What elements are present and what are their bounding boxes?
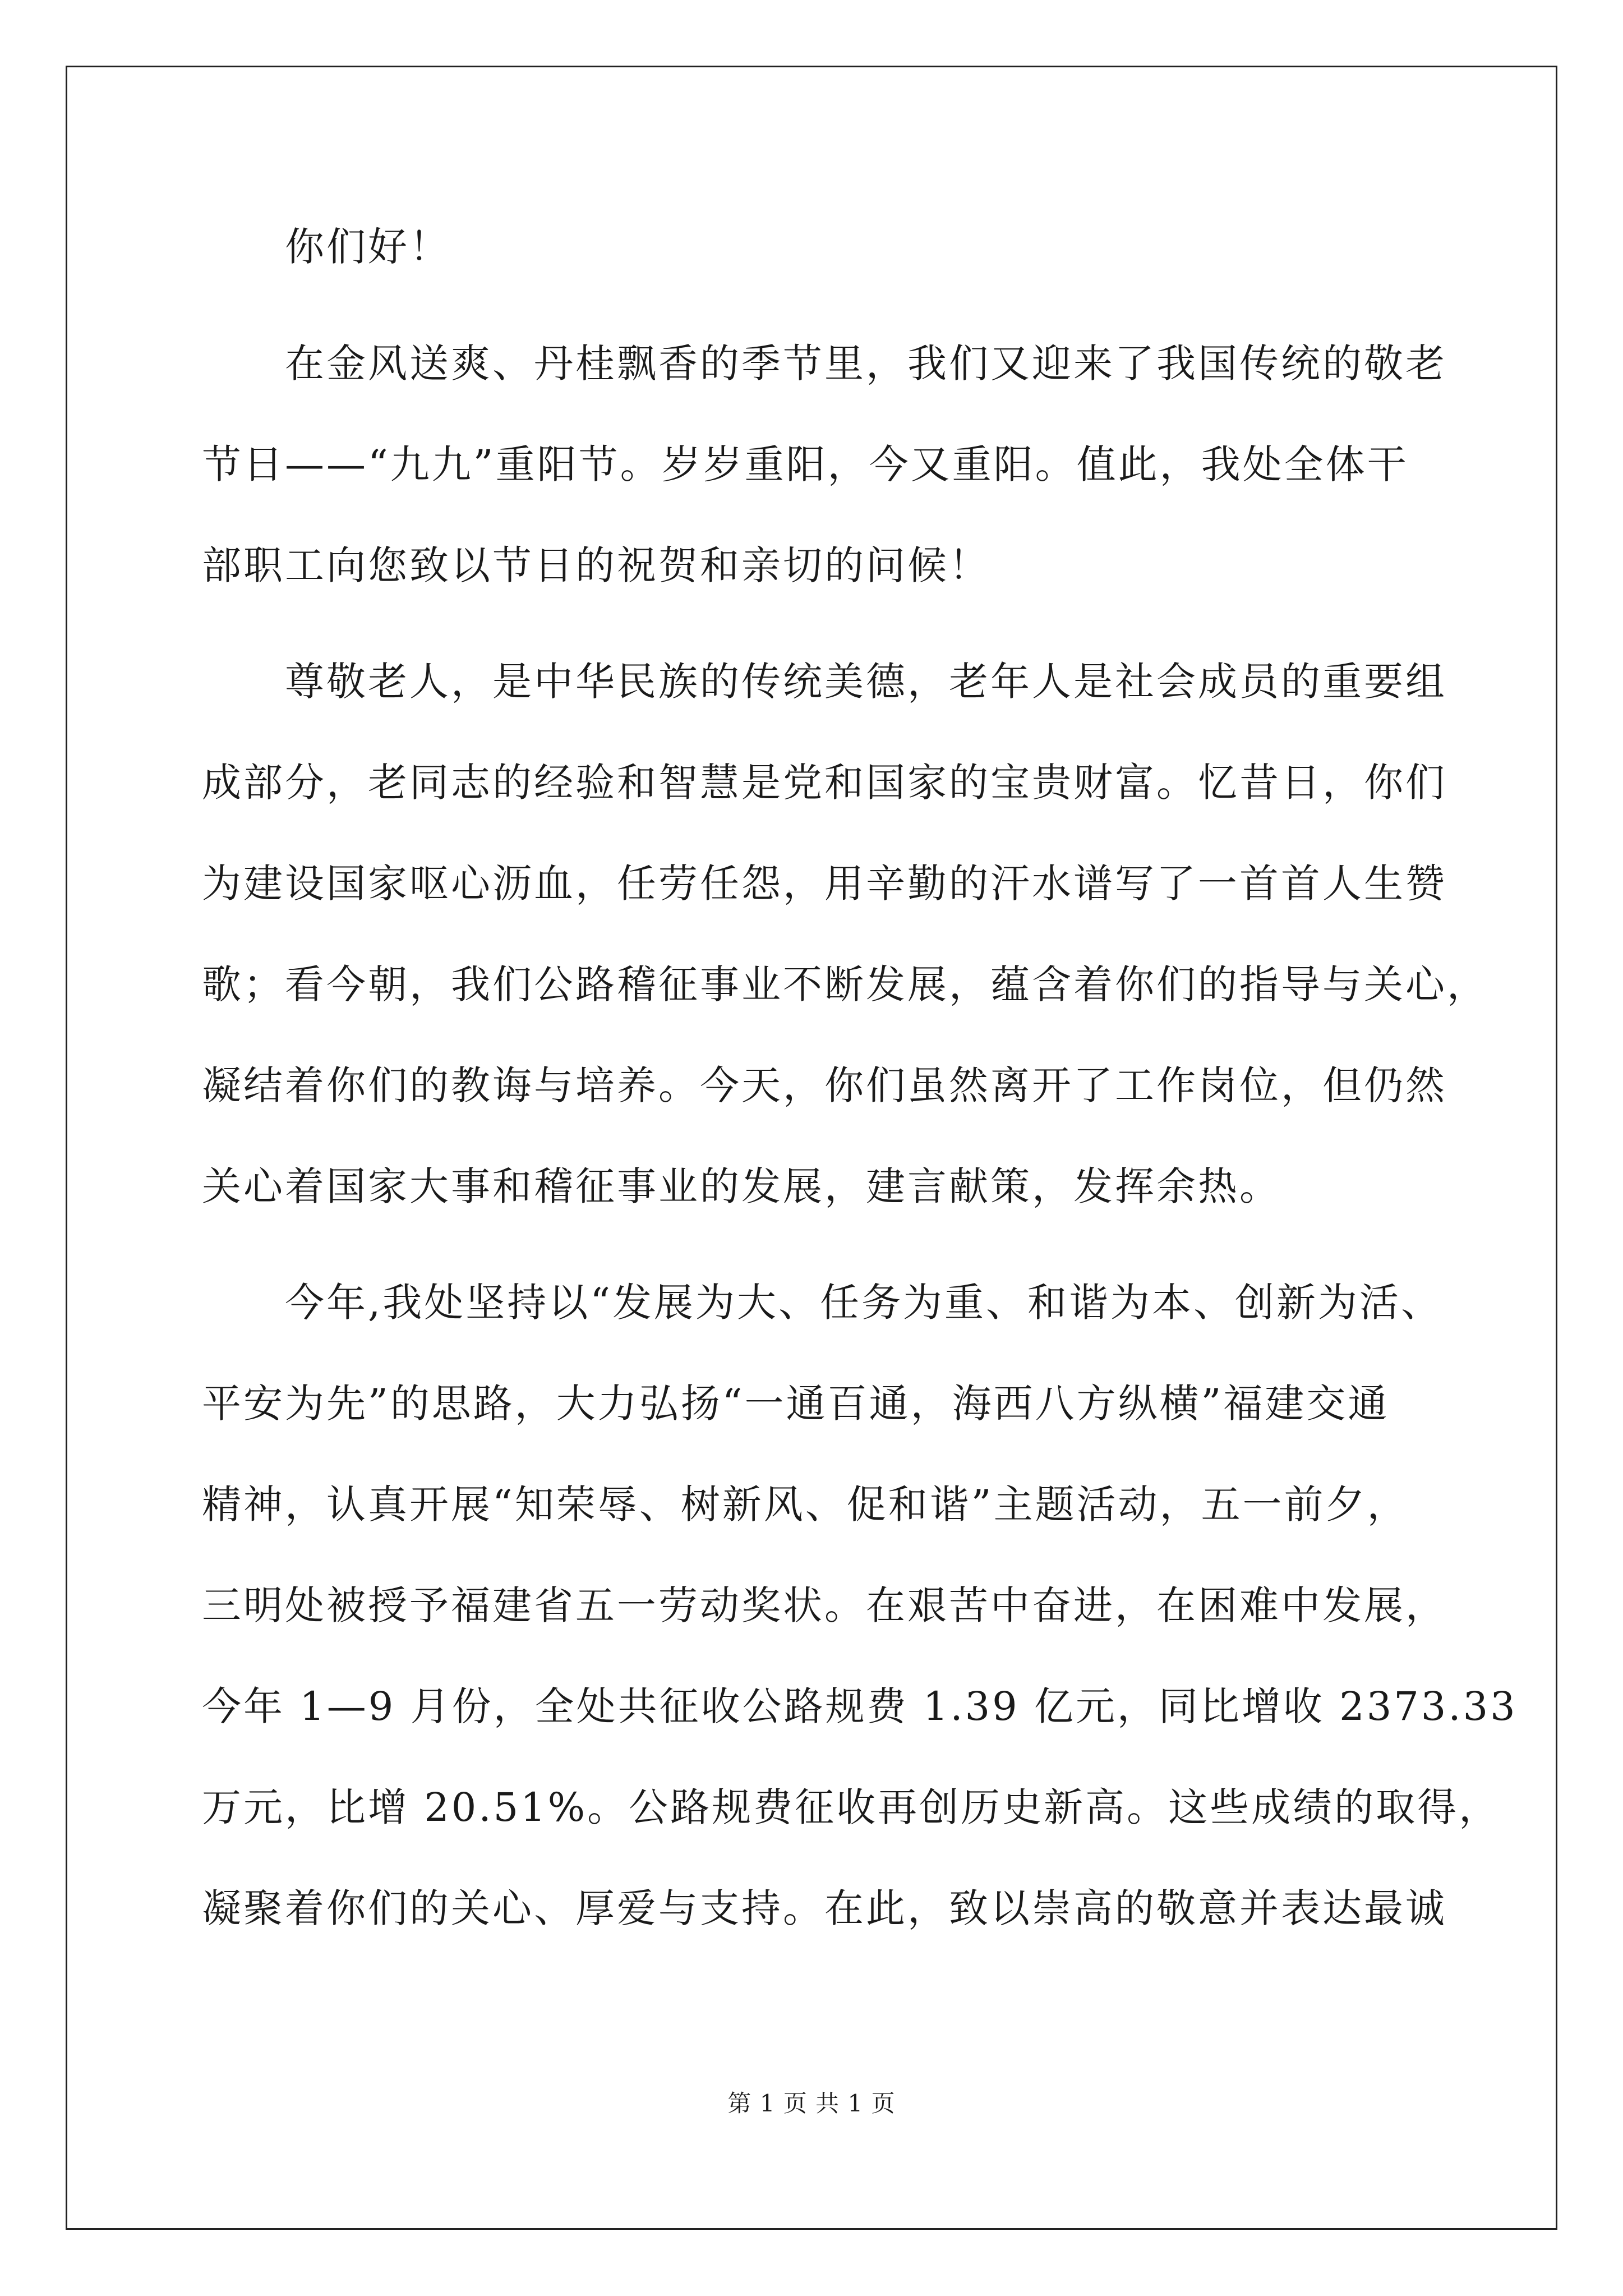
paragraph-line: 为建设国家呕心沥血，任劳任怨，用辛勤的汗水谱写了一首首人生赞 [202,861,1447,907]
paragraph-line: 尊敬老人，是中华民族的传统美德，老年人是社会成员的重要组 [285,659,1447,705]
paragraph-line: 今年,我处坚持以“发展为大、任务为重、和谐为本、创新为活、 [285,1280,1443,1326]
paragraph-line: 三明处被授予福建省五一劳动奖状。在艰苦中奋进，在困难中发展， [202,1582,1447,1628]
paragraph-line: 凝结着你们的教诲与培养。今天，你们虽然离开了工作岗位，但仍然 [202,1062,1447,1108]
paragraph-line: 节日——“九九”重阳节。岁岁重阳，今又重阳。值此，我处全体干 [202,441,1409,487]
paragraph-line: 关心着国家大事和稽征事业的发展，建言献策，发挥余热。 [202,1163,1281,1209]
paragraph-line: 凝聚着你们的关心、厚爱与支持。在此，致以崇高的敬意并表达最诚 [202,1885,1447,1931]
paragraph-line: 部职工向您致以节日的祝贺和亲切的问候！ [202,542,990,588]
paragraph-line: 歌；看今朝，我们公路稽征事业不断发展，蕴含着你们的指导与关心， [202,961,1488,1007]
paragraph-line: 今年 1—9 月份，全处共征收公路规费 1.39 亿元，同比增收 2373.33 [202,1683,1518,1729]
paragraph-line: 平安为先”的思路，大力弘扬“一通百通，海西八方纵横”福建交通 [202,1381,1390,1427]
page-number-footer: 第 1 页 共 1 页 [727,2090,896,2117]
paragraph-line: 精神，认真开展“知荣辱、树新风、促和谐”主题活动，五一前夕， [202,1481,1409,1527]
paragraph-line: 在金风送爽、丹桂飘香的季节里，我们又迎来了我国传统的敬老 [285,341,1447,386]
greeting: 你们好！ [285,224,451,270]
paragraph-line: 万元，比增 20.51%。公路规费征收再创历史新高。这些成绩的取得， [202,1784,1501,1830]
paragraph-line: 成部分，老同志的经验和智慧是党和国家的宝贵财富。忆昔日，你们 [202,760,1447,806]
